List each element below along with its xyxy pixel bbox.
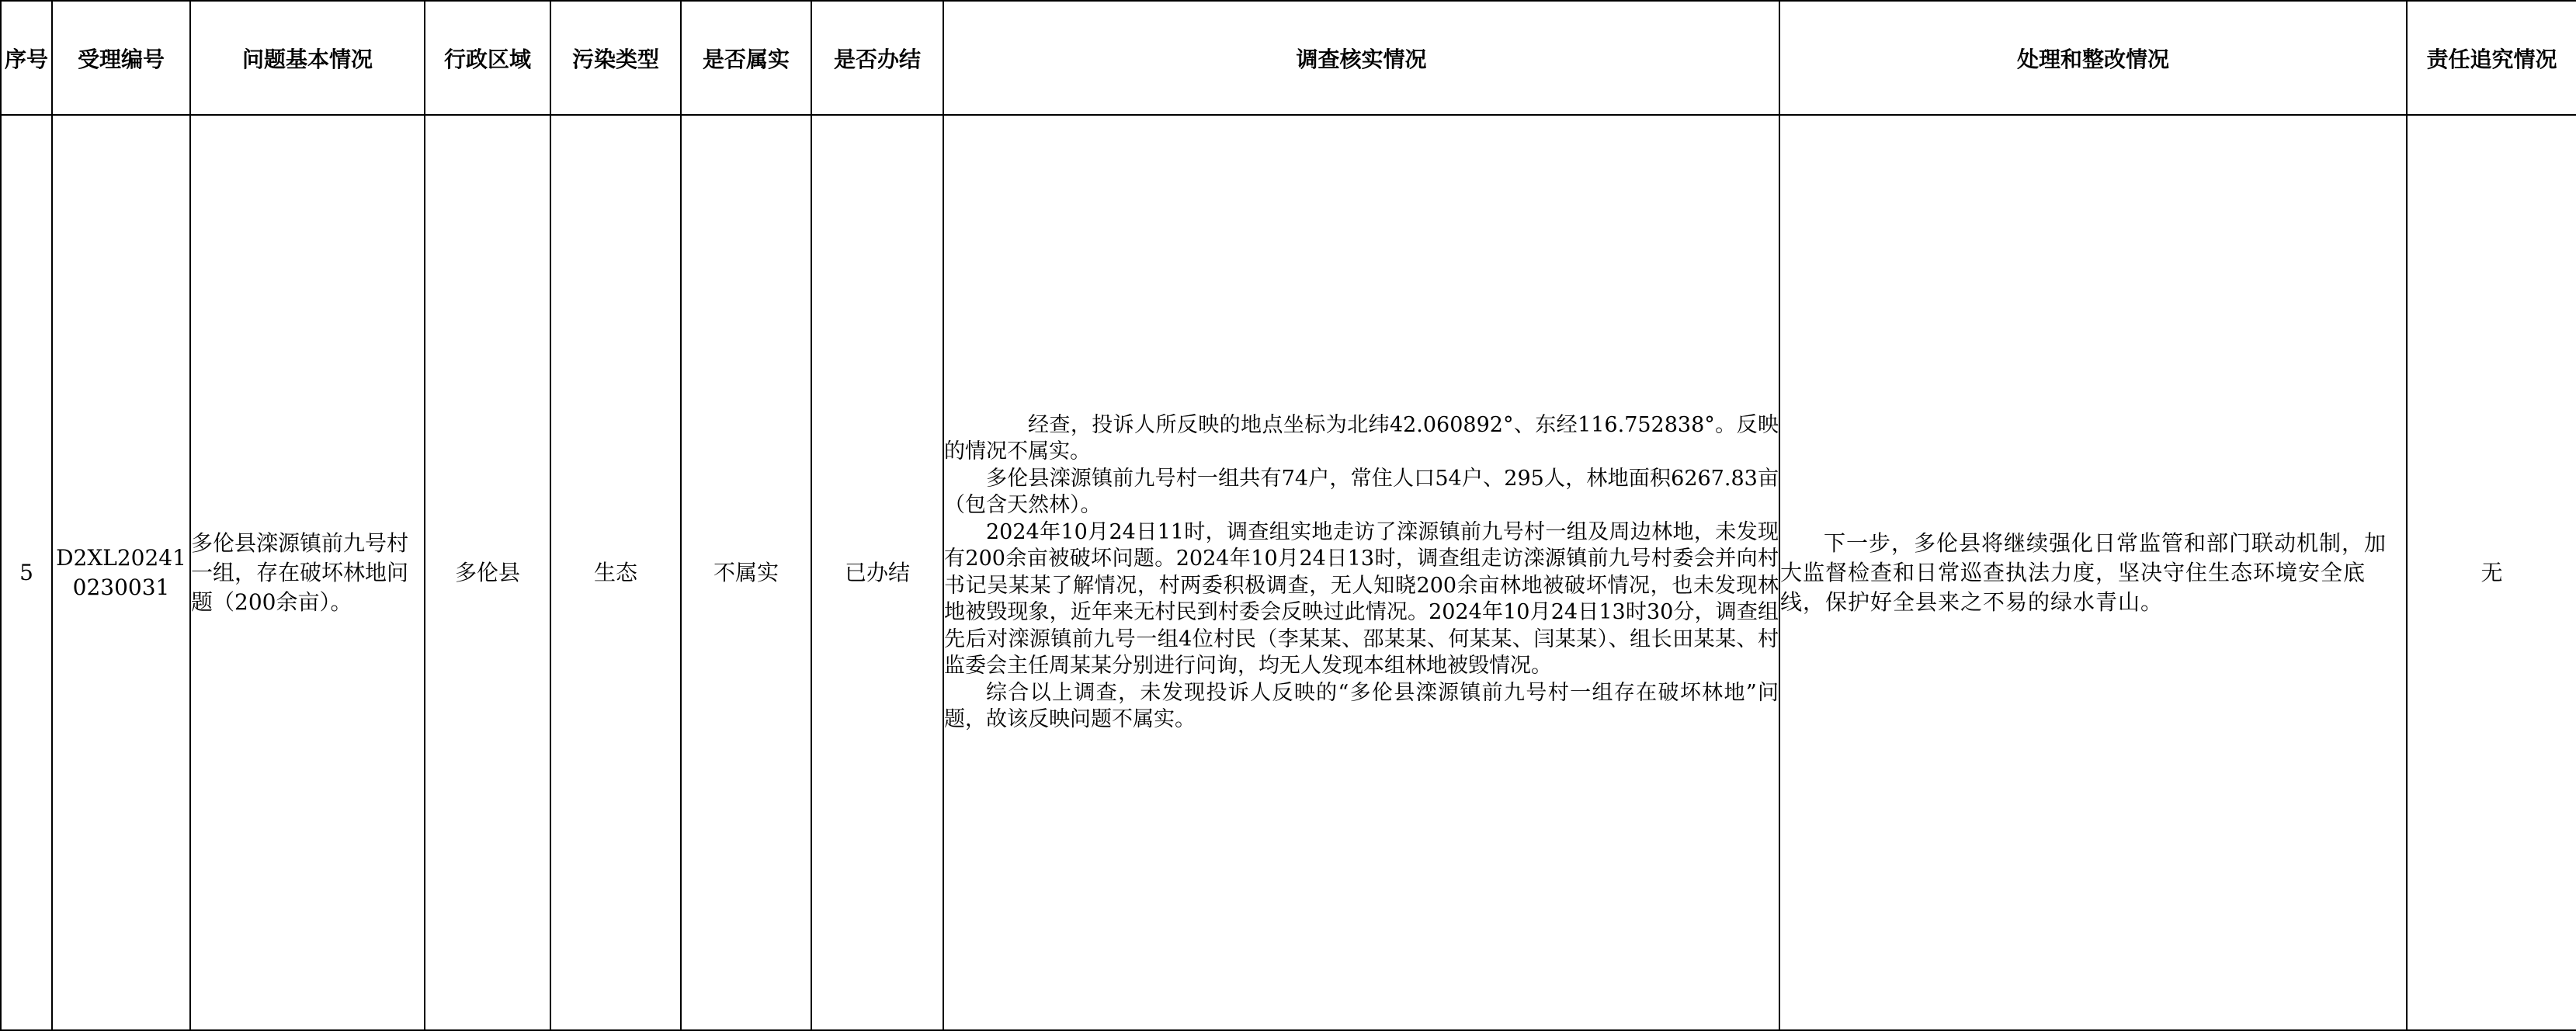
header-is-true: 是否属实 [681,1,811,115]
header-case-id: 受理编号 [52,1,190,115]
header-region: 行政区域 [425,1,550,115]
investigation-paragraph: 经查，投诉人所反映的地点坐标为北纬42.060892°、东经116.752838°。反映的情况不属实。 [944,412,1779,463]
cell-seq: 5 [1,115,52,1030]
investigation-paragraph: 多伦县滦源镇前九号村一组共有74户，常住人口54户、295人，林地面积6267.83亩（包含天然林）。 [944,466,1779,517]
header-seq: 序号 [1,1,52,115]
cell-investigation [943,115,1779,1030]
investigation-paragraph: 2024年10月24日11时，调查组实地走访了滦源镇前九号村一组及周边林地，未发现有200余亩被破坏问题。2024年10月24日13时，调查组走访滦源镇前九号村委会并向村书记吴某某了解情况，村两委积极调查，无人知晓200余亩林地被破坏情况，也未发现林地被毁现象，近年来无村民到村委会反映过此情况。2024年10月24日13时30分，调查组先后对滦源镇前九号一组4位村民（李某某、邵某某、何某某、闫某某）、组长田某某、村监委会主任周某某分别进行问询，均无人发现本组林地被毁情况。 [944,519,1779,678]
header-is-closed: 是否办结 [811,1,943,115]
header-accountability: 责任追究情况 [2407,1,2576,115]
handling-paragraph: 下一步，多伦县将继续强化日常监管和部门联动机制，加大监督检查和日常巡查执法力度，坚决守住生态环境安全底线，保护好全县来之不易的绿水青山。 [1780,529,2387,615]
header-problem: 问题基本情况 [190,1,425,115]
table-row [1,115,2576,1030]
cell-is-closed: 已办结 [811,115,943,1030]
header-handling: 处理和整改情况 [1779,1,2407,115]
cell-accountability: 无 [2407,115,2576,1030]
cell-problem: 多伦县滦源镇前九号村一组，存在破坏林地问题（200余亩）。 [190,115,425,1030]
cell-pollution-type: 生态 [550,115,681,1030]
investigation-paragraph: 综合以上调查，未发现投诉人反映的“多伦县滦源镇前九号村一组存在破坏林地”问题，故该反映问题不属实。 [944,680,1779,731]
cell-region: 多伦县 [425,115,550,1030]
cell-handling [1779,115,2407,1030]
header-row [1,1,2576,115]
cell-is-true: 不属实 [681,115,811,1030]
header-pollution-type: 污染类型 [550,1,681,115]
header-investigation: 调查核实情况 [943,1,1779,115]
cell-case-id: D2XL202410230031 [52,115,190,1030]
